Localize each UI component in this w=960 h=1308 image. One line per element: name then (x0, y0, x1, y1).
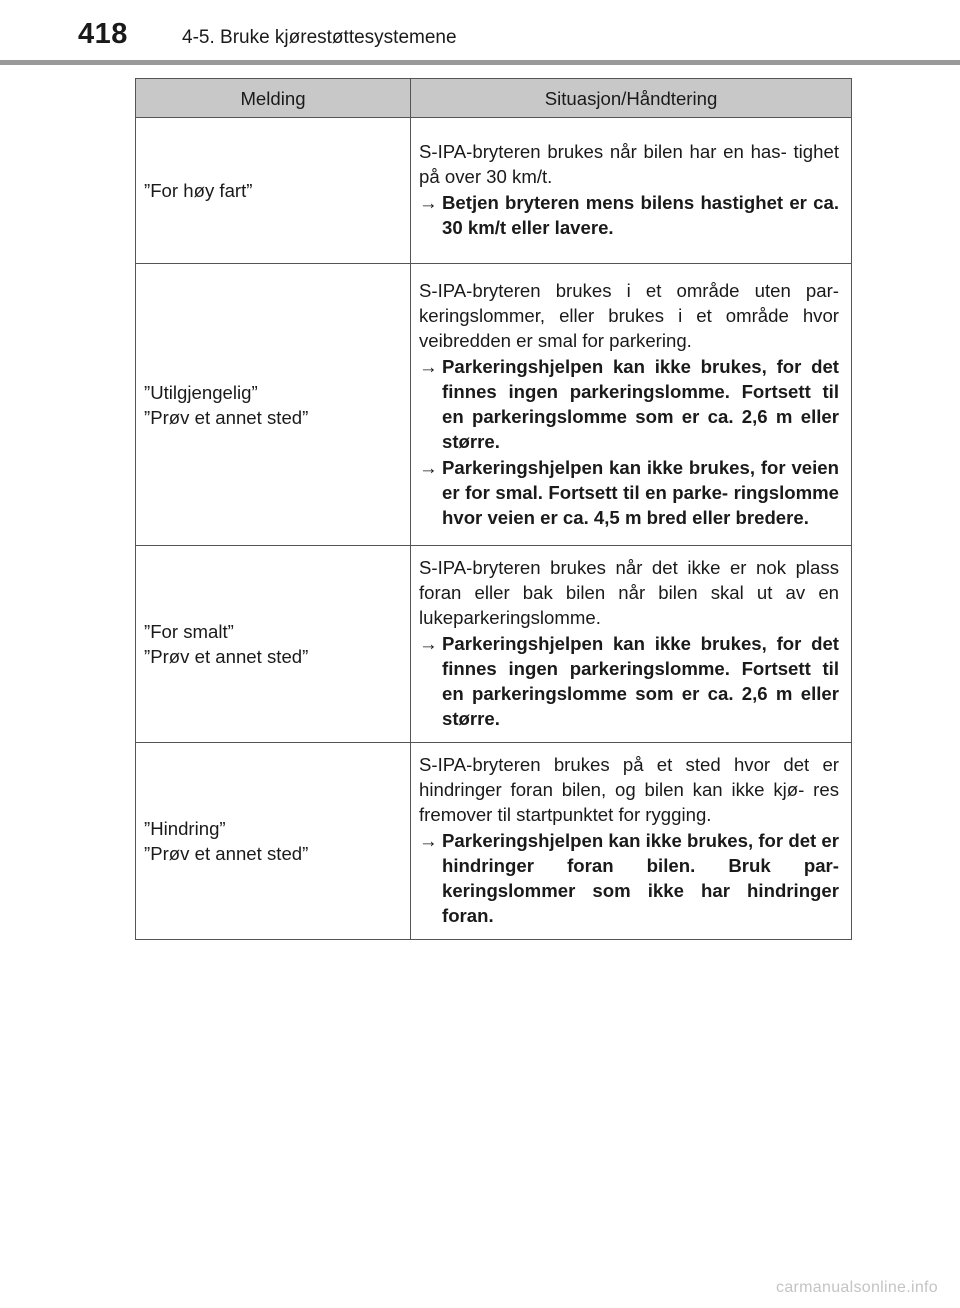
page-number: 418 (78, 18, 128, 50)
message-cell (136, 264, 411, 546)
message-text: ”Hindring” (144, 818, 226, 839)
situation-text: S-IPA-bryteren brukes i et område uten par- keringslommer, eller brukes i et område hvor veibredden er smal for parkering. (419, 279, 839, 351)
arrow-icon: → (419, 633, 438, 654)
action-item (419, 190, 839, 240)
action-text: Betjen bryteren mens bilens hastighet er ca. 30 km/t eller lavere. (442, 192, 839, 238)
arrow-icon: → (419, 456, 438, 478)
action-item (419, 631, 839, 731)
situation-text: S-IPA-bryteren brukes når det ikke er nok plass foran eller bak bilen når bilen skal ut av en lukeparkeringslomme. (419, 557, 839, 628)
action-text: Parkeringshjelpen kan ikke brukes, for det finnes ingen parkeringslomme. Fortsett til en parkeringslomme som er ca. 2,6 m eller større. (442, 633, 839, 729)
arrow-icon: → (419, 192, 438, 213)
section-title: 4-5. Bruke kjørestøttesystemene (182, 27, 457, 48)
action-item (419, 828, 839, 928)
message-text: ”Utilgjengelig” (144, 381, 258, 403)
header-divider (0, 60, 960, 65)
watermark: carmanualsonline.info (776, 1279, 938, 1296)
situation-text: S-IPA-bryteren brukes når bilen har en has- tighet på over 30 km/t. (419, 141, 839, 187)
message-table (135, 78, 852, 940)
message-text: ”Prøv et annet sted” (144, 843, 309, 864)
table-row (136, 743, 852, 940)
arrow-icon: → (419, 355, 438, 377)
situation-cell (411, 743, 852, 940)
situation-cell (411, 118, 852, 264)
arrow-icon: → (419, 830, 438, 851)
message-cell (136, 546, 411, 743)
message-text: ”Prøv et annet sted” (144, 406, 309, 428)
message-text: ”Prøv et annet sted” (144, 646, 309, 667)
action-item (419, 354, 839, 454)
action-text: Parkeringshjelpen kan ikke brukes, for veien er for smal. Fortsett til en parke- ringslomme hvor veien er ca. 4,5 m bred eller bredere. (442, 456, 839, 528)
message-cell (136, 118, 411, 264)
column-header-message: Melding (136, 79, 411, 118)
page-header (0, 0, 960, 60)
table-row (136, 546, 852, 743)
situation-cell (411, 546, 852, 743)
situation-text: S-IPA-bryteren brukes på et sted hvor det er hindringer foran bilen, og bilen kan ikke kjø- res fremover til startpunktet for rygging. (419, 754, 839, 825)
action-text: Parkeringshjelpen kan ikke brukes, for det er hindringer foran bilen. Bruk par- keringslommer som ikke har hindringer foran. (442, 830, 839, 926)
column-header-situation: Situasjon/Håndtering (411, 79, 852, 118)
message-text: ”For smalt” (144, 621, 234, 642)
message-text: ”For høy fart” (144, 180, 253, 201)
message-cell (136, 743, 411, 940)
table-row (136, 118, 852, 264)
action-item (419, 455, 839, 530)
table-header-row (136, 79, 852, 118)
situation-cell (411, 264, 852, 546)
table-row (136, 264, 852, 546)
action-text: Parkeringshjelpen kan ikke brukes, for det finnes ingen parkeringslomme. Fortsett til en parkeringslomme som er ca. 2,6 m eller større. (442, 355, 839, 452)
